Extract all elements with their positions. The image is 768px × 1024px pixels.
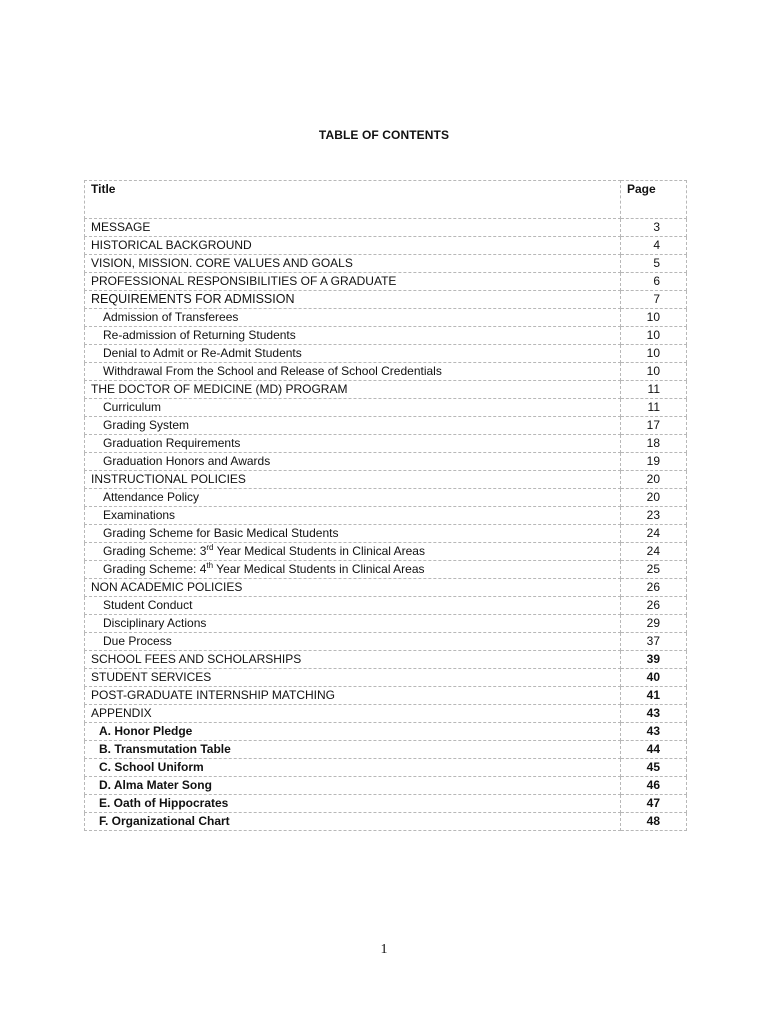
toc-row — [85, 687, 687, 705]
toc-entry-title — [85, 219, 621, 237]
toc-entry-title — [85, 309, 621, 327]
toc-entry-page: 10 — [621, 363, 687, 381]
toc-entry-title — [85, 399, 621, 417]
toc-entry-page: 24 — [621, 525, 687, 543]
toc-row — [85, 525, 687, 543]
toc-entry-title — [85, 759, 621, 777]
contents-rows — [85, 219, 687, 831]
toc-entry-title — [85, 381, 621, 399]
toc-entry-label: Grading Scheme: 4 — [103, 562, 207, 576]
toc-row — [85, 633, 687, 651]
toc-entry-label: PROFESSIONAL RESPONSIBILITIES OF A GRADUATE — [91, 274, 397, 288]
toc-entry-page: 39 — [621, 651, 687, 669]
toc-entry-label: Attendance Policy — [103, 490, 200, 504]
toc-entry-title — [85, 579, 621, 597]
toc-entry-label-rest: Year Medical Students in Clinical Areas — [213, 562, 425, 576]
toc-entry-title — [85, 273, 621, 291]
toc-row — [85, 597, 687, 615]
toc-row — [85, 471, 687, 489]
toc-row — [85, 741, 687, 759]
toc-entry-label: Denial to Admit or Re-Admit Students — [103, 346, 302, 360]
toc-row — [85, 399, 687, 417]
toc-row — [85, 813, 687, 831]
toc-entry-label: REQUIREMENTS FOR ADMISSION — [91, 292, 295, 306]
toc-row — [85, 273, 687, 291]
toc-entry-title — [85, 777, 621, 795]
toc-entry-title — [85, 507, 621, 525]
toc-entry-label: Grading Scheme: 3 — [103, 544, 207, 558]
toc-entry-title — [85, 723, 621, 741]
toc-entry-label: A. Honor Pledge — [99, 724, 193, 738]
toc-entry-label: MESSAGE — [91, 220, 151, 234]
toc-entry-page: 10 — [621, 327, 687, 345]
toc-entry-page: 20 — [621, 489, 687, 507]
toc-entry-page: 4 — [621, 237, 687, 255]
toc-entry-page: 23 — [621, 507, 687, 525]
toc-entry-page: 17 — [621, 417, 687, 435]
toc-entry-title — [85, 489, 621, 507]
toc-entry-title — [85, 669, 621, 687]
toc-entry-title — [85, 615, 621, 633]
page-title: TABLE OF CONTENTS — [318, 128, 450, 142]
toc-entry-page: 43 — [621, 705, 687, 723]
toc-row — [85, 291, 687, 309]
toc-entry-title — [85, 453, 621, 471]
toc-entry-label: THE DOCTOR OF MEDICINE (MD) PROGRAM — [91, 382, 348, 396]
toc-entry-page: 3 — [621, 219, 687, 237]
toc-entry-page: 44 — [621, 741, 687, 759]
toc-entry-page: 18 — [621, 435, 687, 453]
toc-entry-label-rest: Year Medical Students in Clinical Areas — [213, 544, 425, 558]
ordinal-suffix: rd — [206, 543, 214, 552]
toc-entry-label: APPENDIX — [91, 706, 152, 720]
toc-entry-label: Re-admission of Returning Students — [103, 328, 296, 342]
toc-entry-page: 45 — [621, 759, 687, 777]
title-column-header: Title — [85, 181, 621, 219]
toc-entry-page: 19 — [621, 453, 687, 471]
toc-entry-title — [85, 345, 621, 363]
toc-row — [85, 453, 687, 471]
toc-entry-page: 24 — [621, 543, 687, 561]
toc-entry-label: INSTRUCTIONAL POLICIES — [91, 472, 246, 486]
toc-row — [85, 561, 687, 579]
toc-entry-page: 40 — [621, 669, 687, 687]
toc-entry-title — [85, 255, 621, 273]
toc-entry-label: POST-GRADUATE INTERNSHIP MATCHING — [91, 688, 336, 702]
toc-entry-title — [85, 705, 621, 723]
toc-entry-title — [85, 597, 621, 615]
toc-row — [85, 381, 687, 399]
toc-row — [85, 435, 687, 453]
toc-entry-label: Withdrawal From the School and Release of School Credentials — [103, 364, 442, 378]
toc-entry-title — [85, 543, 621, 561]
toc-row — [85, 327, 687, 345]
toc-entry-page: 10 — [621, 309, 687, 327]
toc-row — [85, 777, 687, 795]
toc-row — [85, 795, 687, 813]
toc-row — [85, 507, 687, 525]
toc-entry-page: 11 — [621, 381, 687, 399]
toc-entry-label: SCHOOL FEES AND SCHOLARSHIPS — [91, 652, 302, 666]
toc-entry-title — [85, 363, 621, 381]
toc-entry-page: 26 — [621, 597, 687, 615]
toc-entry-label: Disciplinary Actions — [103, 616, 207, 630]
contents-table — [84, 180, 687, 831]
toc-entry-title — [85, 795, 621, 813]
toc-entry-label: Admission of Transferees — [103, 310, 239, 324]
toc-entry-label: HISTORICAL BACKGROUND — [91, 238, 252, 252]
toc-row — [85, 615, 687, 633]
toc-entry-label: D. Alma Mater Song — [99, 778, 212, 792]
toc-entry-title — [85, 687, 621, 705]
toc-entry-page: 43 — [621, 723, 687, 741]
toc-entry-label: F. Organizational Chart — [99, 814, 230, 828]
toc-row — [85, 579, 687, 597]
toc-entry-page: 7 — [621, 291, 687, 309]
toc-row — [85, 417, 687, 435]
toc-row — [85, 363, 687, 381]
toc-entry-label: Due Process — [103, 634, 172, 648]
toc-entry-title — [85, 435, 621, 453]
toc-entry-title — [85, 813, 621, 831]
toc-entry-label: Grading System — [103, 418, 190, 432]
toc-entry-title — [85, 651, 621, 669]
toc-row — [85, 543, 687, 561]
ordinal-suffix: th — [206, 561, 214, 570]
toc-row — [85, 705, 687, 723]
toc-entry-page: 26 — [621, 579, 687, 597]
page-column-header: Page — [621, 181, 687, 219]
toc-entry-title — [85, 741, 621, 759]
toc-entry-label: VISION, MISSION. CORE VALUES AND GOALS — [91, 256, 353, 270]
toc-row — [85, 255, 687, 273]
toc-entry-label: Graduation Requirements — [103, 436, 241, 450]
toc-row — [85, 345, 687, 363]
toc-entry-label: E. Oath of Hippocrates — [99, 796, 229, 810]
toc-row — [85, 723, 687, 741]
toc-row — [85, 219, 687, 237]
toc-entry-page: 47 — [621, 795, 687, 813]
toc-entry-label: Graduation Honors and Awards — [103, 454, 271, 468]
page-number: 1 — [380, 942, 388, 957]
toc-row — [85, 489, 687, 507]
toc-entry-title — [85, 633, 621, 651]
toc-row — [85, 759, 687, 777]
toc-entry-title — [85, 561, 621, 579]
toc-entry-page: 37 — [621, 633, 687, 651]
toc-row — [85, 669, 687, 687]
toc-entry-page: 5 — [621, 255, 687, 273]
toc-entry-page: 48 — [621, 813, 687, 831]
toc-entry-title — [85, 327, 621, 345]
toc-entry-page: 10 — [621, 345, 687, 363]
toc-entry-title — [85, 417, 621, 435]
toc-entry-page: 41 — [621, 687, 687, 705]
toc-row — [85, 309, 687, 327]
toc-entry-page: 25 — [621, 561, 687, 579]
toc-entry-label: NON ACADEMIC POLICIES — [91, 580, 243, 594]
toc-entry-title — [85, 471, 621, 489]
toc-row — [85, 651, 687, 669]
toc-entry-page: 6 — [621, 273, 687, 291]
toc-entry-page: 46 — [621, 777, 687, 795]
toc-entry-label: C. School Uniform — [99, 760, 204, 774]
toc-entry-title — [85, 291, 621, 309]
toc-entry-title — [85, 525, 621, 543]
toc-entry-title — [85, 237, 621, 255]
toc-entry-label: Grading Scheme for Basic Medical Students — [103, 526, 339, 540]
toc-row — [85, 237, 687, 255]
toc-entry-label: STUDENT SERVICES — [91, 670, 212, 684]
toc-entry-label: Curriculum — [103, 400, 162, 414]
toc-entry-page: 11 — [621, 399, 687, 417]
header-row — [85, 181, 687, 219]
toc-entry-label: Examinations — [103, 508, 176, 522]
toc-entry-page: 20 — [621, 471, 687, 489]
toc-entry-label: B. Transmutation Table — [99, 742, 231, 756]
toc-entry-page: 29 — [621, 615, 687, 633]
toc-entry-label: Student Conduct — [103, 598, 193, 612]
